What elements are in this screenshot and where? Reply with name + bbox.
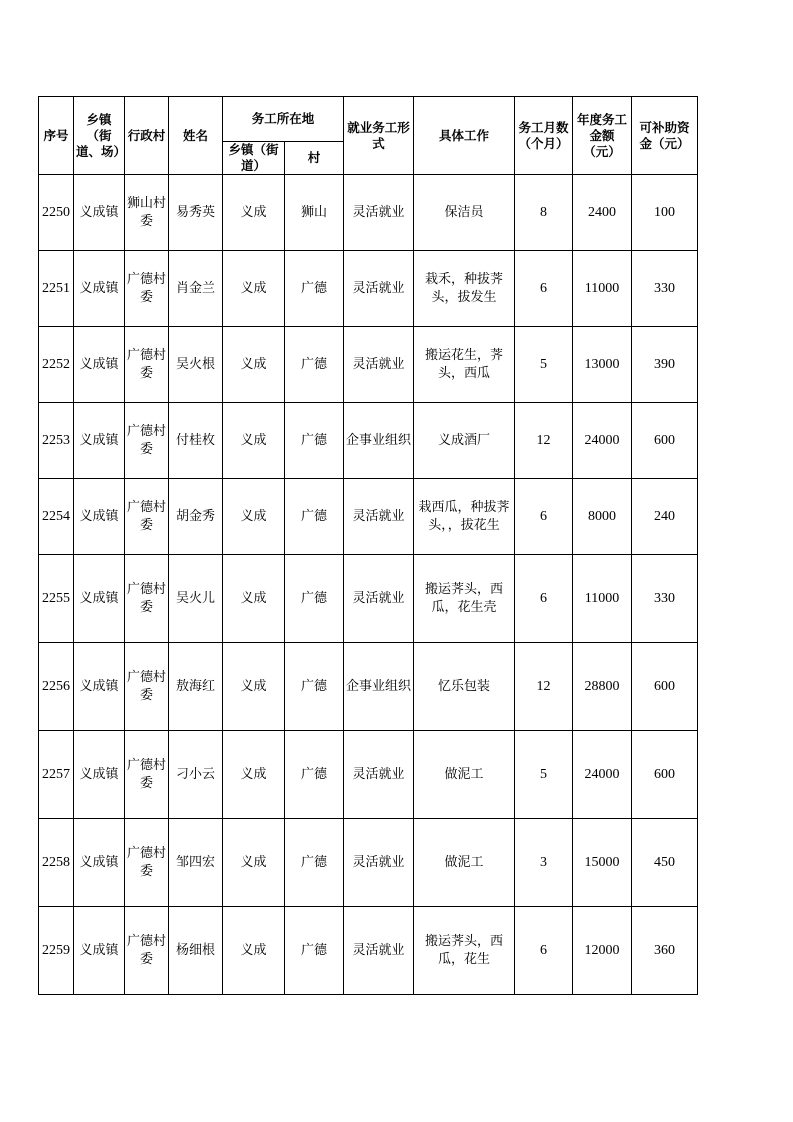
cell-town: 义成镇 bbox=[74, 555, 125, 643]
cell-employment-form: 企事业组织 bbox=[344, 643, 414, 731]
cell-months: 5 bbox=[515, 327, 573, 403]
cell-employment-form: 灵活就业 bbox=[344, 327, 414, 403]
cell-job: 搬运花生，荠头，西瓜 bbox=[414, 327, 515, 403]
cell-loc-village: 广德 bbox=[285, 327, 344, 403]
header-town: 乡镇（街道、场） bbox=[74, 97, 125, 175]
table-row bbox=[39, 907, 698, 995]
cell-seq: 2259 bbox=[39, 907, 74, 995]
cell-admin-village: 广德村委 bbox=[125, 819, 169, 907]
cell-town: 义成镇 bbox=[74, 731, 125, 819]
cell-loc-town: 义成 bbox=[223, 907, 285, 995]
cell-admin-village: 广德村委 bbox=[125, 251, 169, 327]
cell-employment-form: 灵活就业 bbox=[344, 479, 414, 555]
cell-annual-amount: 11000 bbox=[573, 251, 632, 327]
cell-admin-village: 广德村委 bbox=[125, 327, 169, 403]
subsidy-table bbox=[38, 96, 698, 995]
header-work-location: 务工所在地 bbox=[223, 97, 344, 142]
table-row bbox=[39, 555, 698, 643]
cell-loc-village: 广德 bbox=[285, 555, 344, 643]
cell-job: 搬运荠头，西瓜，花生 bbox=[414, 907, 515, 995]
cell-employment-form: 灵活就业 bbox=[344, 251, 414, 327]
cell-annual-amount: 24000 bbox=[573, 403, 632, 479]
header-loc-village: 村 bbox=[285, 142, 344, 175]
cell-employment-form: 灵活就业 bbox=[344, 555, 414, 643]
table-row bbox=[39, 643, 698, 731]
cell-loc-village: 广德 bbox=[285, 251, 344, 327]
cell-job: 栽西瓜，种拔荠头，，拔花生 bbox=[414, 479, 515, 555]
cell-name: 邹四宏 bbox=[169, 819, 223, 907]
header-annual-amount: 年度务工金额（元） bbox=[573, 97, 632, 175]
cell-name: 敖海红 bbox=[169, 643, 223, 731]
cell-loc-village: 广德 bbox=[285, 907, 344, 995]
header-job: 具体工作 bbox=[414, 97, 515, 175]
cell-town: 义成镇 bbox=[74, 643, 125, 731]
cell-admin-village: 广德村委 bbox=[125, 403, 169, 479]
cell-months: 3 bbox=[515, 819, 573, 907]
cell-subsidy: 600 bbox=[632, 731, 698, 819]
cell-job: 栽禾，种拔荠头，拔发生 bbox=[414, 251, 515, 327]
cell-annual-amount: 11000 bbox=[573, 555, 632, 643]
cell-loc-town: 义成 bbox=[223, 479, 285, 555]
cell-seq: 2258 bbox=[39, 819, 74, 907]
table-row bbox=[39, 731, 698, 819]
cell-seq: 2257 bbox=[39, 731, 74, 819]
header-subsidy: 可补助资金（元） bbox=[632, 97, 698, 175]
cell-town: 义成镇 bbox=[74, 251, 125, 327]
cell-name: 易秀英 bbox=[169, 175, 223, 251]
table-row bbox=[39, 819, 698, 907]
cell-annual-amount: 15000 bbox=[573, 819, 632, 907]
cell-subsidy: 600 bbox=[632, 643, 698, 731]
cell-months: 6 bbox=[515, 251, 573, 327]
cell-seq: 2252 bbox=[39, 327, 74, 403]
cell-name: 吴火根 bbox=[169, 327, 223, 403]
cell-loc-town: 义成 bbox=[223, 731, 285, 819]
table-row bbox=[39, 251, 698, 327]
cell-loc-town: 义成 bbox=[223, 175, 285, 251]
table-row bbox=[39, 479, 698, 555]
header-name: 姓名 bbox=[169, 97, 223, 175]
cell-loc-village: 广德 bbox=[285, 731, 344, 819]
cell-annual-amount: 12000 bbox=[573, 907, 632, 995]
cell-employment-form: 灵活就业 bbox=[344, 907, 414, 995]
cell-subsidy: 240 bbox=[632, 479, 698, 555]
cell-job: 搬运荠头，西瓜，花生壳 bbox=[414, 555, 515, 643]
cell-town: 义成镇 bbox=[74, 403, 125, 479]
cell-loc-town: 义成 bbox=[223, 403, 285, 479]
cell-name: 肖金兰 bbox=[169, 251, 223, 327]
cell-months: 5 bbox=[515, 731, 573, 819]
cell-loc-town: 义成 bbox=[223, 327, 285, 403]
cell-loc-town: 义成 bbox=[223, 643, 285, 731]
cell-employment-form: 灵活就业 bbox=[344, 819, 414, 907]
cell-subsidy: 330 bbox=[632, 555, 698, 643]
cell-months: 12 bbox=[515, 643, 573, 731]
cell-job: 保洁员 bbox=[414, 175, 515, 251]
cell-name: 胡金秀 bbox=[169, 479, 223, 555]
cell-subsidy: 390 bbox=[632, 327, 698, 403]
cell-admin-village: 广德村委 bbox=[125, 555, 169, 643]
header-loc-town: 乡镇（街道） bbox=[223, 142, 285, 175]
cell-annual-amount: 8000 bbox=[573, 479, 632, 555]
cell-loc-village: 狮山 bbox=[285, 175, 344, 251]
cell-town: 义成镇 bbox=[74, 907, 125, 995]
cell-town: 义成镇 bbox=[74, 327, 125, 403]
table-row bbox=[39, 327, 698, 403]
cell-job: 义成酒厂 bbox=[414, 403, 515, 479]
cell-employment-form: 灵活就业 bbox=[344, 731, 414, 819]
cell-months: 6 bbox=[515, 907, 573, 995]
cell-seq: 2256 bbox=[39, 643, 74, 731]
cell-town: 义成镇 bbox=[74, 819, 125, 907]
cell-seq: 2254 bbox=[39, 479, 74, 555]
cell-seq: 2250 bbox=[39, 175, 74, 251]
cell-town: 义成镇 bbox=[74, 175, 125, 251]
cell-admin-village: 广德村委 bbox=[125, 479, 169, 555]
table-row bbox=[39, 403, 698, 479]
cell-months: 6 bbox=[515, 555, 573, 643]
cell-annual-amount: 2400 bbox=[573, 175, 632, 251]
cell-months: 12 bbox=[515, 403, 573, 479]
cell-job: 做泥工 bbox=[414, 819, 515, 907]
cell-loc-town: 义成 bbox=[223, 819, 285, 907]
cell-subsidy: 360 bbox=[632, 907, 698, 995]
cell-annual-amount: 28800 bbox=[573, 643, 632, 731]
cell-annual-amount: 13000 bbox=[573, 327, 632, 403]
cell-name: 付桂枚 bbox=[169, 403, 223, 479]
cell-months: 6 bbox=[515, 479, 573, 555]
cell-job: 做泥工 bbox=[414, 731, 515, 819]
cell-subsidy: 450 bbox=[632, 819, 698, 907]
cell-loc-village: 广德 bbox=[285, 643, 344, 731]
cell-admin-village: 广德村委 bbox=[125, 731, 169, 819]
cell-employment-form: 企事业组织 bbox=[344, 403, 414, 479]
cell-town: 义成镇 bbox=[74, 479, 125, 555]
cell-loc-village: 广德 bbox=[285, 819, 344, 907]
cell-admin-village: 广德村委 bbox=[125, 643, 169, 731]
cell-loc-village: 广德 bbox=[285, 403, 344, 479]
cell-name: 吴火儿 bbox=[169, 555, 223, 643]
cell-name: 杨细根 bbox=[169, 907, 223, 995]
cell-admin-village: 狮山村委 bbox=[125, 175, 169, 251]
header-employment-form: 就业务工形式 bbox=[344, 97, 414, 175]
cell-loc-village: 广德 bbox=[285, 479, 344, 555]
table-row bbox=[39, 175, 698, 251]
cell-name: 刁小云 bbox=[169, 731, 223, 819]
cell-months: 8 bbox=[515, 175, 573, 251]
cell-subsidy: 600 bbox=[632, 403, 698, 479]
header-admin-village: 行政村 bbox=[125, 97, 169, 175]
cell-subsidy: 100 bbox=[632, 175, 698, 251]
cell-subsidy: 330 bbox=[632, 251, 698, 327]
header-months: 务工月数（个月） bbox=[515, 97, 573, 175]
header-seq: 序号 bbox=[39, 97, 74, 175]
cell-seq: 2253 bbox=[39, 403, 74, 479]
cell-loc-town: 义成 bbox=[223, 251, 285, 327]
cell-job: 忆乐包装 bbox=[414, 643, 515, 731]
cell-seq: 2251 bbox=[39, 251, 74, 327]
cell-admin-village: 广德村委 bbox=[125, 907, 169, 995]
cell-loc-town: 义成 bbox=[223, 555, 285, 643]
cell-seq: 2255 bbox=[39, 555, 74, 643]
cell-annual-amount: 24000 bbox=[573, 731, 632, 819]
cell-employment-form: 灵活就业 bbox=[344, 175, 414, 251]
